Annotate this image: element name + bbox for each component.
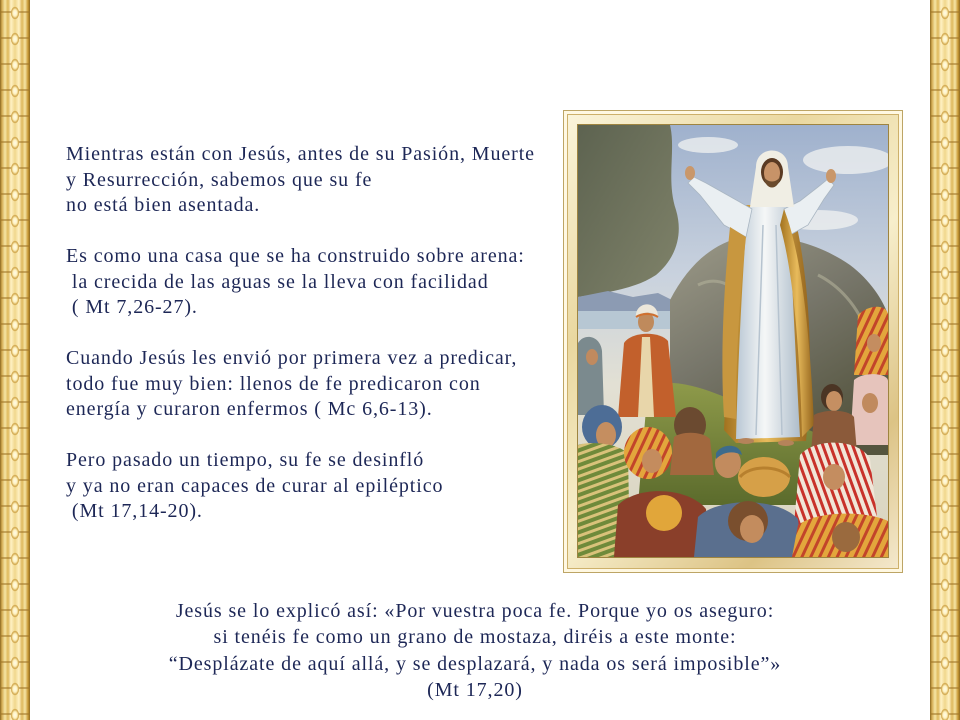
crowd-turban	[738, 457, 790, 497]
body-text-line: (Mt 17,14-20).	[66, 500, 203, 522]
right-foot	[778, 440, 794, 446]
crowd-robe	[670, 433, 714, 475]
left-hand	[685, 166, 695, 180]
crowd-face	[862, 393, 878, 413]
body-paragraph	[66, 346, 556, 423]
scripture-quote	[0, 598, 950, 704]
body-paragraph	[66, 448, 556, 525]
water	[578, 311, 678, 329]
painting-frame	[563, 110, 903, 573]
painting-jesus-preaching	[578, 125, 888, 557]
crowd-headcloth	[646, 495, 682, 531]
distant-sea	[578, 291, 678, 329]
body-text-line: ( Mt 7,26-27).	[66, 296, 198, 318]
crowd-face	[867, 334, 881, 352]
body-text	[66, 142, 556, 550]
cloud	[678, 137, 738, 153]
quote-line: Jesús se lo explicó así: «Por vuestra poca fe. Porque yo os aseguro:	[175, 600, 775, 622]
crowd-face	[823, 464, 845, 490]
body-text-line: no está bien asentada.	[66, 194, 261, 216]
crowd-headcloth	[578, 337, 604, 415]
crowd-head	[832, 522, 860, 552]
body-text-line: Mientras están con Jesús, antes de su Pasión, Muerte	[66, 143, 535, 165]
crowd-face	[826, 391, 842, 411]
body-text-line: Cuando Jesús les envió por primera vez a predicar,	[66, 347, 518, 369]
quote-line: si tenéis fe como un grano de mostaza, diréis a este monte:	[213, 626, 737, 649]
crowd-face	[740, 515, 764, 543]
body-text-line: Es como una casa que se ha construido sobre arena:	[66, 245, 525, 267]
quote-citation: (Mt 17,20)	[427, 679, 523, 702]
body-paragraph	[66, 244, 556, 321]
body-paragraph	[66, 142, 556, 219]
body-text-line: Pero pasado un tiempo, su fe se desinfló	[66, 449, 425, 471]
body-text-line: la crecida de las aguas se la lleva con facilidad	[66, 270, 489, 293]
left-foot	[738, 438, 754, 444]
body-text-line: todo fue muy bien: llenos de fe predicaron con	[66, 372, 481, 395]
crowd-face	[586, 349, 598, 365]
body-text-line: y Resurrección, sabemos que su fe	[66, 168, 373, 191]
body-text-line: energía y curaron enfermos ( Mc 6,6-13).	[66, 398, 433, 420]
quote-line: “Desplázate de aquí allá, y se desplazará, y nada os será imposible”»	[168, 652, 782, 675]
right-hand	[826, 169, 836, 183]
crowd-face	[642, 449, 662, 473]
body-text-line: y ya no eran capaces de curar al epiléptico	[66, 474, 444, 497]
